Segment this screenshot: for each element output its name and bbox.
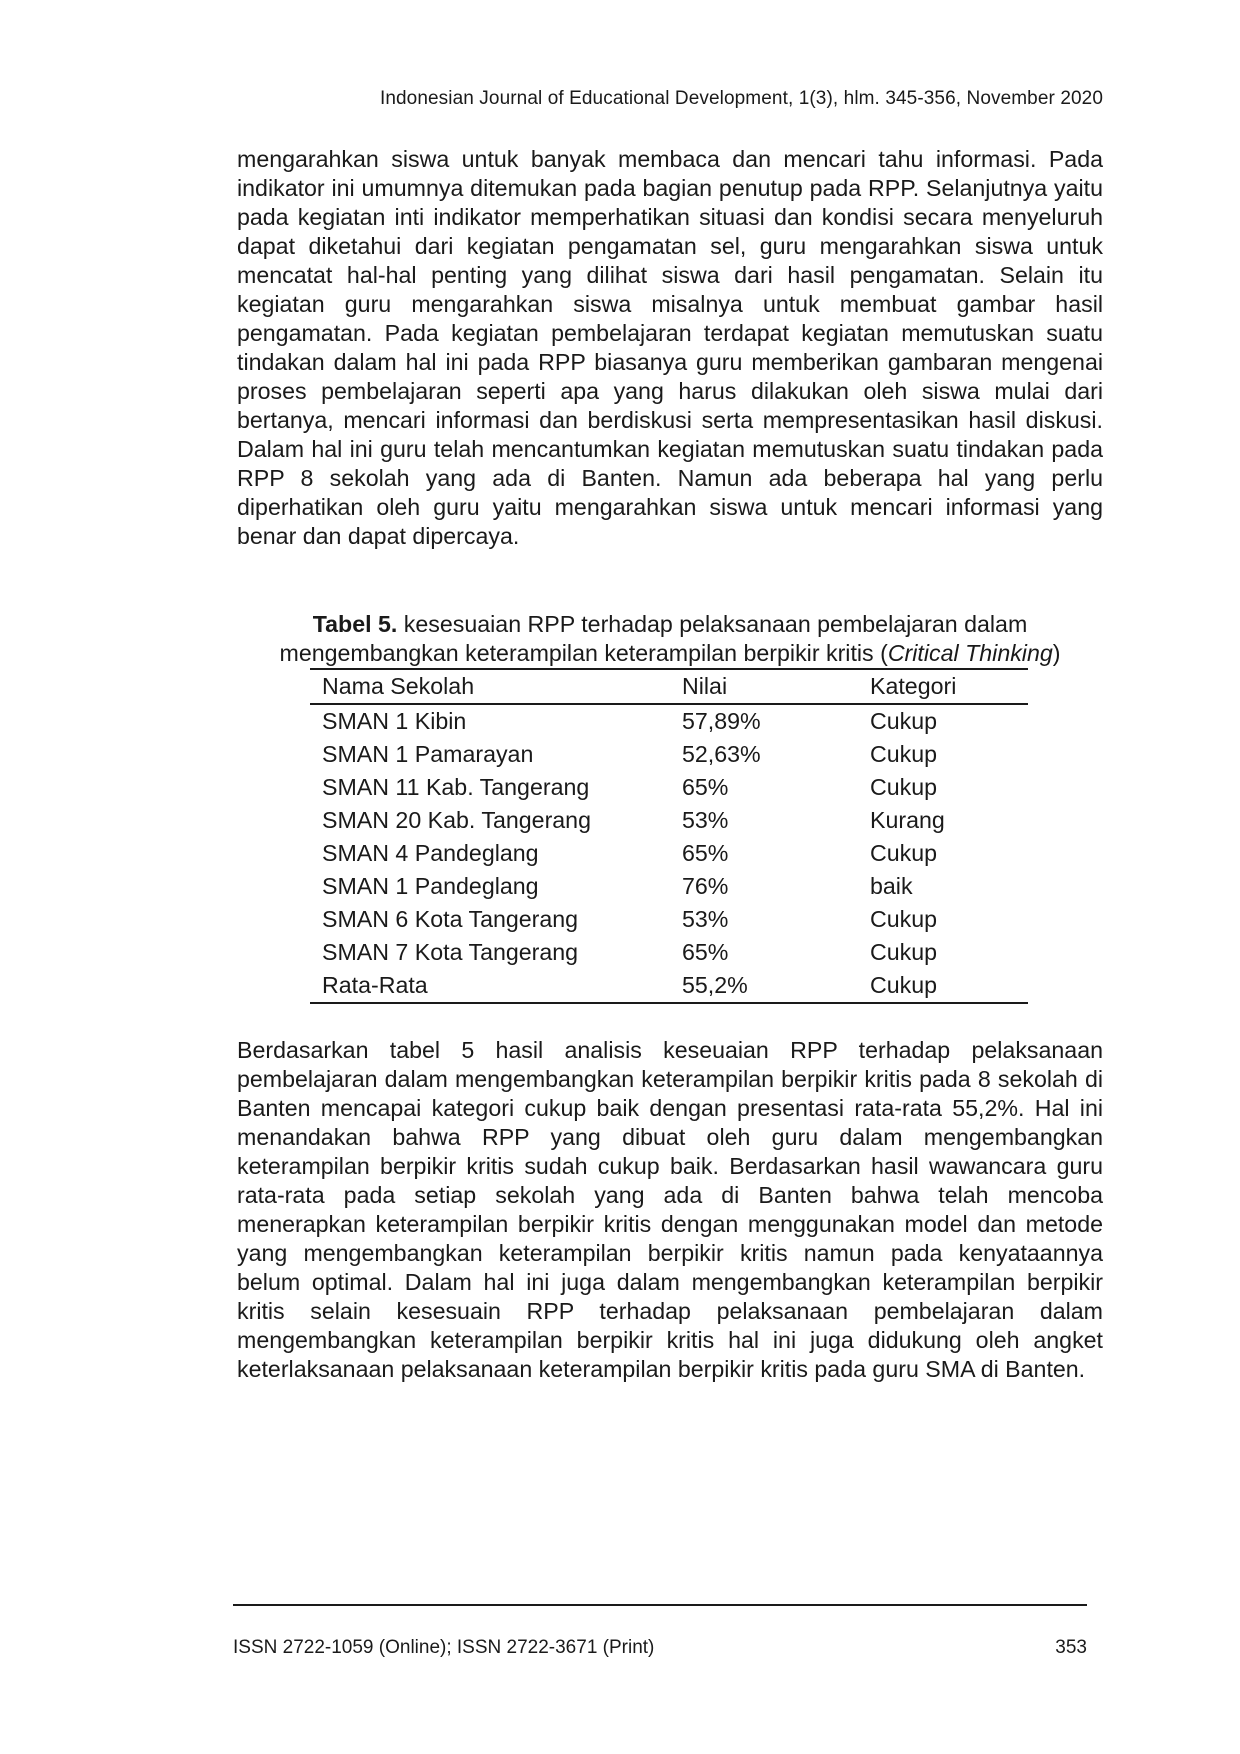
table-row (310, 771, 1028, 804)
cell-nama-sekolah: SMAN 20 Kab. Tangerang (322, 807, 591, 833)
cell-nilai: 57,89% (682, 708, 761, 734)
header-nilai: Nilai (682, 673, 728, 699)
header-nama-sekolah: Nama Sekolah (322, 673, 475, 699)
cell-kategori: Cukup (870, 840, 938, 866)
cell-nilai: 53% (682, 906, 729, 932)
body-paragraph-1: mengarahkan siswa untuk banyak membaca dan mencari tahu informasi. Pada indikator ini umumnya ditemukan pada bagian penutup pada RPP. Selanjutnya yaitu pada kegiatan inti indikator memperhatikan situasi dan kondisi secara menyeluruh dapat diketahui dari kegiatan pengamatan sel, guru mengarahkan siswa untuk mencatat hal-hal penting yang dilihat siswa dari hasil pengamatan. Selain itu kegiatan guru mengarahkan siswa misalnya untuk membuat gambar hasil pengamatan. Pada kegiatan pembelajaran terdapat kegiatan memutuskan suatu tindakan dalam hal ini pada RPP biasanya guru memberikan gambaran mengenai proses pembelajaran seperti apa yang harus dilakukan oleh siswa mulai dari bertanya, mencari informasi dan berdiskusi serta mempresentasikan hasil diskusi. Dalam hal ini guru telah mencantumkan kegiatan memutuskan suatu tindakan pada RPP 8 sekolah yang ada di Banten. Namun ada beberapa hal yang perlu diperhatikan oleh guru yaitu mengarahkan siswa untuk mencari informasi yang benar dan dapat dipercaya. (237, 146, 1103, 549)
table-row (310, 704, 1028, 738)
table-caption-label: Tabel 5. (312, 611, 398, 637)
cell-nama-sekolah: SMAN 4 Pandeglang (322, 840, 539, 866)
table-row (310, 903, 1028, 936)
table-row (310, 738, 1028, 771)
table-caption-end: ) (1052, 640, 1061, 666)
table-row (310, 936, 1028, 969)
cell-nama-sekolah: SMAN 1 Pamarayan (322, 741, 534, 767)
cell-nilai: 65% (682, 939, 729, 965)
table-header-row (310, 669, 1028, 704)
table-caption-text: kesesuaian RPP terhadap pelaksanaan pembelajaran dalam mengembangkan keterampilan keterampilan berpikir kritis ( (279, 611, 1028, 666)
table-row (310, 969, 1028, 1003)
cell-kategori: Cukup (870, 774, 938, 800)
footer-rule (233, 1604, 1087, 1606)
table-caption-italic: Critical Thinking (887, 640, 1053, 666)
table-body (310, 704, 1028, 1003)
cell-kategori: baik (870, 873, 913, 899)
cell-nilai: 65% (682, 840, 729, 866)
cell-nilai: 76% (682, 873, 729, 899)
table-row (310, 804, 1028, 837)
cell-nama-sekolah: SMAN 6 Kota Tangerang (322, 906, 579, 932)
cell-kategori: Cukup (870, 939, 938, 965)
cell-nilai: 65% (682, 774, 729, 800)
cell-nama-sekolah: Rata-Rata (322, 972, 428, 998)
cell-nilai: 55,2% (682, 972, 748, 998)
header-kategori: Kategori (870, 673, 957, 699)
results-table (310, 668, 1028, 1004)
cell-nilai: 53% (682, 807, 729, 833)
table-row (310, 837, 1028, 870)
cell-nama-sekolah: SMAN 11 Kab. Tangerang (322, 774, 590, 800)
footer-issn: ISSN 2722-1059 (Online); ISSN 2722-3671 (Print) (233, 1637, 655, 1658)
table-row (310, 870, 1028, 903)
cell-kategori: Cukup (870, 741, 938, 767)
running-head: Indonesian Journal of Educational Development, 1(3), hlm. 345-356, November 2020 (379, 88, 1103, 109)
cell-kategori: Kurang (870, 807, 945, 833)
table-caption (237, 610, 1103, 668)
cell-nilai: 52,63% (682, 741, 761, 767)
cell-nama-sekolah: SMAN 1 Kibin (322, 708, 467, 734)
cell-kategori: Cukup (870, 972, 938, 998)
cell-kategori: Cukup (870, 906, 938, 932)
page-number: 353 (1055, 1637, 1087, 1658)
cell-nama-sekolah: SMAN 1 Pandeglang (322, 873, 539, 899)
cell-kategori: Cukup (870, 708, 938, 734)
body-paragraph-2: Berdasarkan tabel 5 hasil analisis keseuaian RPP terhadap pelaksanaan pembelajaran dalam mengembangkan keterampilan berpikir kritis pada 8 sekolah di Banten mencapai kategori cukup baik dengan presentasi rata-rata 55,2%. Hal ini menandakan bahwa RPP yang dibuat oleh guru dalam mengembangkan keterampilan berpikir kritis sudah cukup baik. Berdasarkan hasil wawancara guru rata-rata pada setiap sekolah yang ada di Banten bahwa telah mencoba menerapkan keterampilan berpikir kritis dengan menggunakan model dan metode yang mengembangkan keterampilan berpikir kritis namun pada kenyataannya belum optimal. Dalam hal ini juga dalam mengembangkan keterampilan berpikir kritis selain kesesuain RPP terhadap pelaksanaan pembelajaran dalam mengembangkan keterampilan berpikir kritis hal ini juga didukung oleh angket keterlaksanaan pelaksanaan keterampilan berpikir kritis pada guru SMA di Banten. (237, 1037, 1103, 1382)
cell-nama-sekolah: SMAN 7 Kota Tangerang (322, 939, 579, 965)
